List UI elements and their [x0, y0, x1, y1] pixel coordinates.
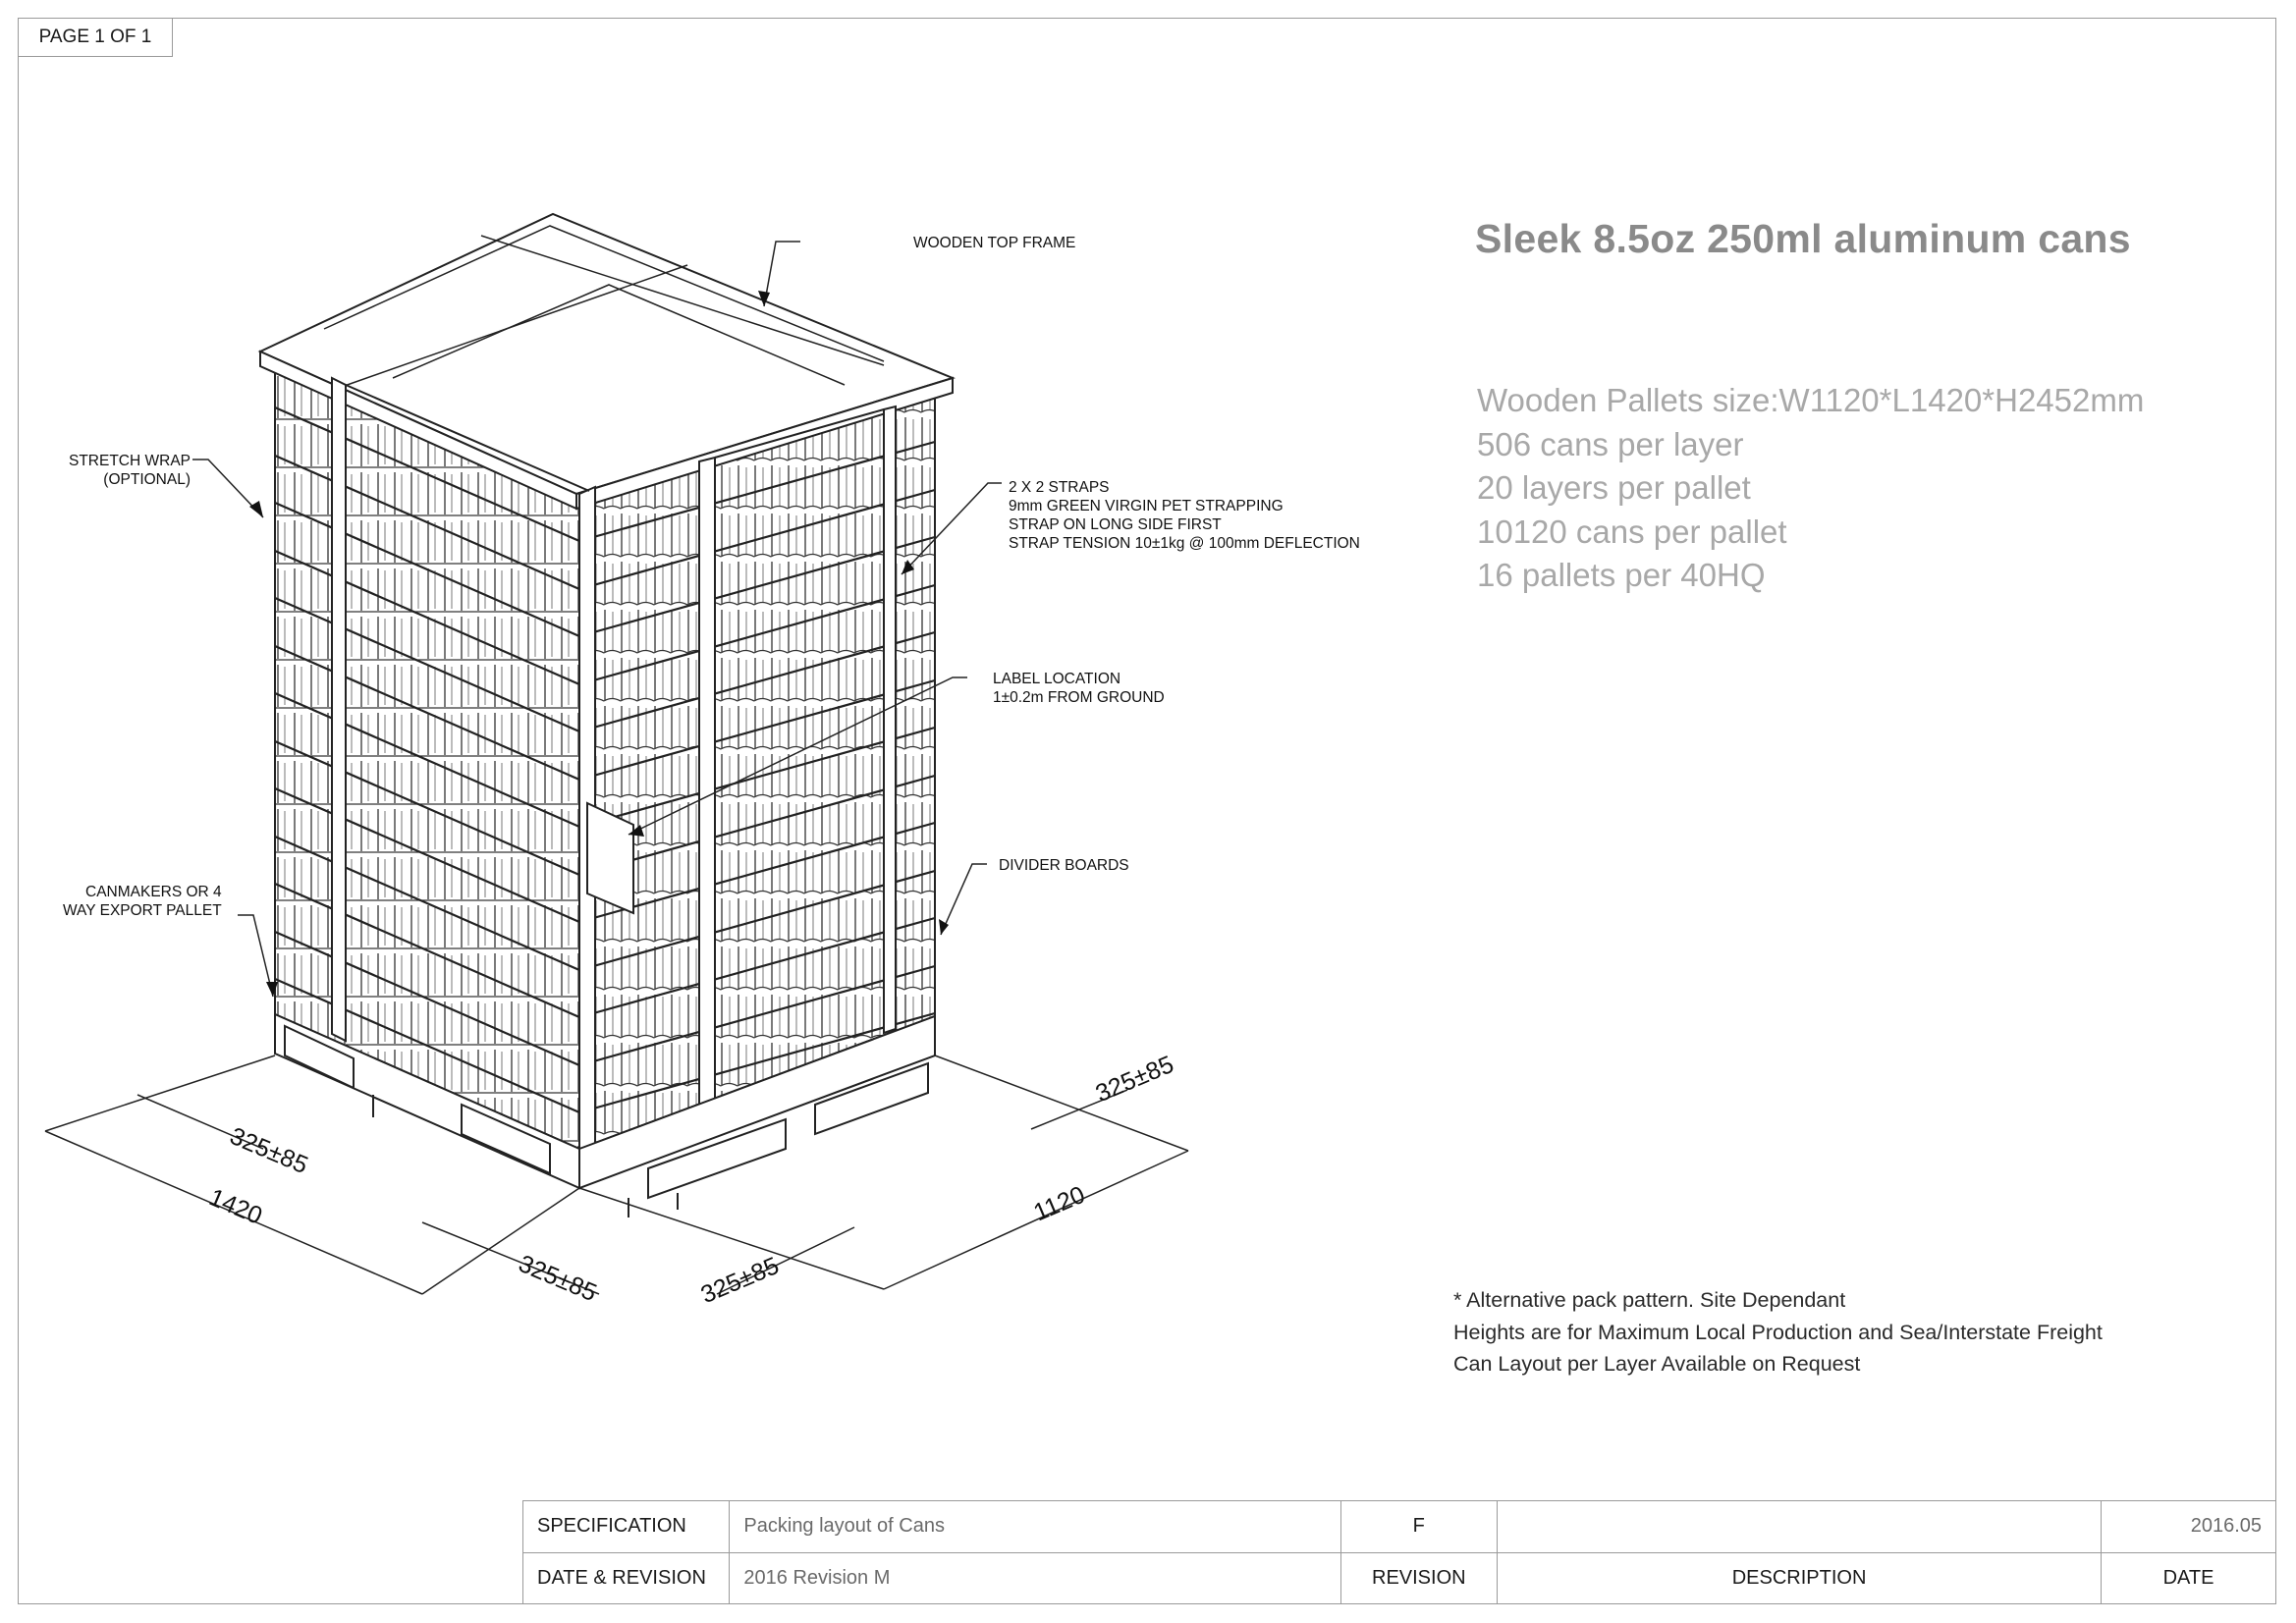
width-dimension: 1120 [1029, 1180, 1089, 1227]
straps-callout: 2 X 2 STRAPS 9mm GREEN VIRGIN PET STRAPPING STRAP ON LONG SIDE FIRST STRAP TENSION 10±1kg @ 100mm DEFLECTION [1009, 479, 1360, 552]
specification-label: SPECIFICATION [523, 1501, 730, 1553]
revision-label: REVISION [1340, 1552, 1498, 1604]
product-title: Sleek 8.5oz 250ml aluminum cans [1475, 216, 2131, 261]
spec-line: 16 pallets per 40HQ [1477, 557, 1766, 593]
date-revision-label: DATE & REVISION [523, 1552, 730, 1604]
spec-line: 20 layers per pallet [1477, 469, 1751, 506]
description-label: DESCRIPTION [1498, 1552, 2102, 1604]
date-label: DATE [2102, 1552, 2276, 1604]
page-label: PAGE 1 OF 1 [18, 18, 173, 57]
title-block [522, 1500, 2276, 1604]
spec-line: 506 cans per layer [1477, 425, 1744, 462]
notes [1453, 1284, 2103, 1380]
note-line: Heights are for Maximum Local Production and Sea/Interstate Freight [1453, 1320, 2103, 1344]
date-value: 2016.05 [2102, 1501, 2276, 1553]
stretch-wrap-callout: STRETCH WRAP (OPTIONAL) [69, 453, 191, 488]
spec-line: Wooden Pallets size:W1120*L1420*H2452mm [1477, 382, 2145, 418]
description-value [1498, 1501, 2102, 1553]
date-revision-value: 2016 Revision M [730, 1552, 1340, 1604]
note-line: * Alternative pack pattern. Site Dependant [1453, 1288, 1846, 1312]
left-offset-dimension: 325±85 [226, 1121, 312, 1180]
length-dimension: 1420 [204, 1183, 267, 1230]
wooden-top-frame-callout: WOODEN TOP FRAME [913, 235, 1076, 251]
front-left-offset-dimension: 325±85 [515, 1249, 601, 1308]
right-offset-dimension: 325±85 [1091, 1050, 1178, 1109]
pallet-specs [1477, 379, 2144, 598]
pallet-callout: CANMAKERS OR 4 WAY EXPORT PALLET [63, 884, 222, 919]
note-line: Can Layout per Layer Available on Request [1453, 1352, 1861, 1376]
specification-value: Packing layout of Cans [730, 1501, 1340, 1553]
divider-boards-callout: DIVIDER BOARDS [999, 857, 1129, 874]
spec-line: 10120 cans per pallet [1477, 513, 1787, 550]
revision-code: F [1340, 1501, 1498, 1553]
front-right-offset-dimension: 325±85 [696, 1251, 784, 1310]
label-location-callout: LABEL LOCATION 1±0.2m FROM GROUND [993, 671, 1165, 706]
